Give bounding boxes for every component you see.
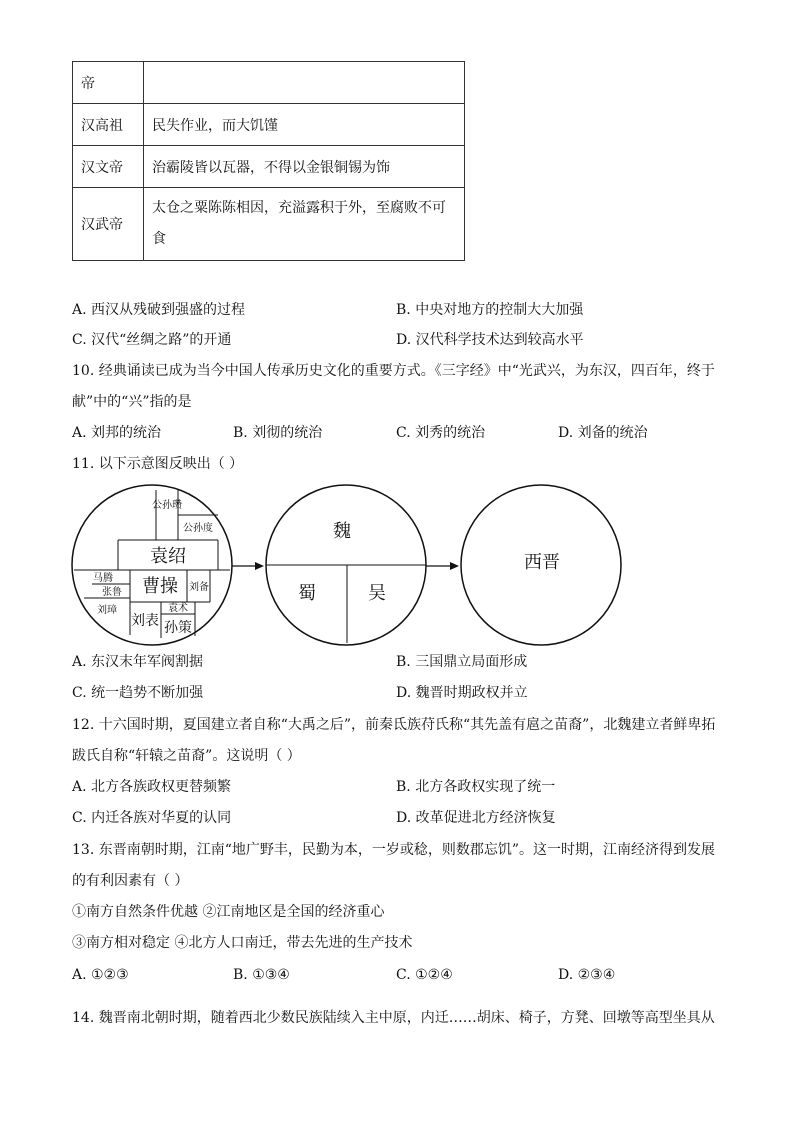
q12-option-c: C. 内迁各族对华夏的认同 <box>72 810 232 826</box>
table-row <box>73 104 465 146</box>
label-yuanshu: 袁术 <box>168 603 188 614</box>
label-gongsunzan: 公孙瓒 <box>152 500 182 511</box>
arrow-icon <box>255 562 264 570</box>
q13-option-c: C. ①②④ <box>396 967 453 983</box>
q10-option-c: C. 刘秀的统治 <box>396 425 486 441</box>
table-row <box>73 146 465 188</box>
q13-option-b: B. ①③④ <box>233 967 290 983</box>
q13-option-a: A. ①②③ <box>72 967 129 983</box>
q10-stem-line2: 献”中的“兴”指的是 <box>72 394 192 410</box>
table-row <box>73 188 465 261</box>
q14-stem-line1: 14. 魏晋南北朝时期，随着西北少数民族陆续入主中原，内迁……胡床、椅子，方凳、回墩等高型坐具从 <box>72 1010 715 1026</box>
q11-option-c: C. 统一趋势不断加强 <box>72 685 204 701</box>
label-gongsundu: 公孙度 <box>183 523 213 534</box>
q13-item-line1: ①南方自然条件优越 ②江南地区是全国的经济重心 <box>72 904 385 920</box>
table-cell: 汉高祖 <box>73 104 144 146</box>
q12-option-b: B. 北方各政权实现了统一 <box>396 779 556 795</box>
q12-stem-line1: 12. 十六国时期，夏国建立者自称“大禹之后”，前秦氐族苻氏称“其先盖有扈之苗裔”，北魏建立者鲜卑拓 <box>72 717 716 733</box>
table-cell <box>144 62 465 104</box>
q11-option-d: D. 魏晋时期政权并立 <box>396 685 528 701</box>
q11-stem: 11. 以下示意图反映出（ ） <box>72 456 244 472</box>
label-sunce: 孙策 <box>164 620 192 636</box>
label-yuanshao: 袁绍 <box>150 546 186 567</box>
table-cell: 民失作业，而大饥馑 <box>144 104 465 146</box>
label-wu: 吴 <box>368 583 386 604</box>
label-wei: 魏 <box>333 521 351 542</box>
table-cell: 帝 <box>73 62 144 104</box>
label-liubiao: 刘表 <box>131 613 159 629</box>
q9-option-b: B. 中央对地方的控制大大加强 <box>396 302 584 318</box>
q11-option-b: B. 三国鼎立局面形成 <box>396 654 528 670</box>
q10-option-a: A. 刘邦的统治 <box>72 425 162 441</box>
q10-option-d: D. 刘备的统治 <box>558 425 648 441</box>
q10-option-b: B. 刘彻的统治 <box>233 425 323 441</box>
q10-stem-line1: 10. 经典诵读已成为当今中国人传承历史文化的重要方式。《三字经》中“光武兴，为东汉，四百年，终于 <box>72 363 715 379</box>
q11-option-a: A. 东汉末年军阀割据 <box>72 654 204 670</box>
table-cell: 太仓之粟陈陈相因，充溢露积于外，至腐败不可食 <box>144 188 465 261</box>
table-cell: 治霸陵皆以瓦器，不得以金银铜锡为饰 <box>144 146 465 188</box>
arrow-icon <box>450 562 459 570</box>
q12-option-a: A. 北方各族政权更替频繁 <box>72 779 232 795</box>
label-mateng: 马腾 <box>93 573 113 584</box>
label-shu: 蜀 <box>298 583 316 604</box>
table-cell: 汉武帝 <box>73 188 144 261</box>
table-header-row <box>73 62 465 104</box>
q9-option-c: C. 汉代“丝绸之路”的开通 <box>72 332 232 348</box>
label-zhanglu: 张鲁 <box>102 587 122 598</box>
label-liubei: 刘备 <box>189 582 209 593</box>
q13-stem-line1: 13. 东晋南朝时期，江南“地广野丰，民勤为本，一岁或稔，则数郡忘饥”。这一时期，江南经济得到发展 <box>72 842 716 858</box>
q13-item-line2: ③南方相对稳定 ④北方人口南迁，带去先进的生产技术 <box>72 935 413 951</box>
q9-option-a: A. 西汉从残破到强盛的过程 <box>72 302 246 318</box>
label-caocao: 曹操 <box>142 576 178 597</box>
emperor-table <box>72 61 465 261</box>
q12-stem-line2: 跋氏自称“轩辕之苗裔”。这说明（ ） <box>72 748 301 764</box>
q13-stem-line2: 的有利因素有（ ） <box>72 873 189 889</box>
q11-diagram <box>70 478 630 652</box>
q12-option-d: D. 改革促进北方经济恢复 <box>396 810 556 826</box>
q13-option-d: D. ②③④ <box>558 967 616 983</box>
label-liuzhang: 刘璋 <box>97 605 117 616</box>
label-xijin: 西晋 <box>524 552 560 573</box>
table-cell: 汉文帝 <box>73 146 144 188</box>
q9-option-d: D. 汉代科学技术达到较高水平 <box>396 332 584 348</box>
